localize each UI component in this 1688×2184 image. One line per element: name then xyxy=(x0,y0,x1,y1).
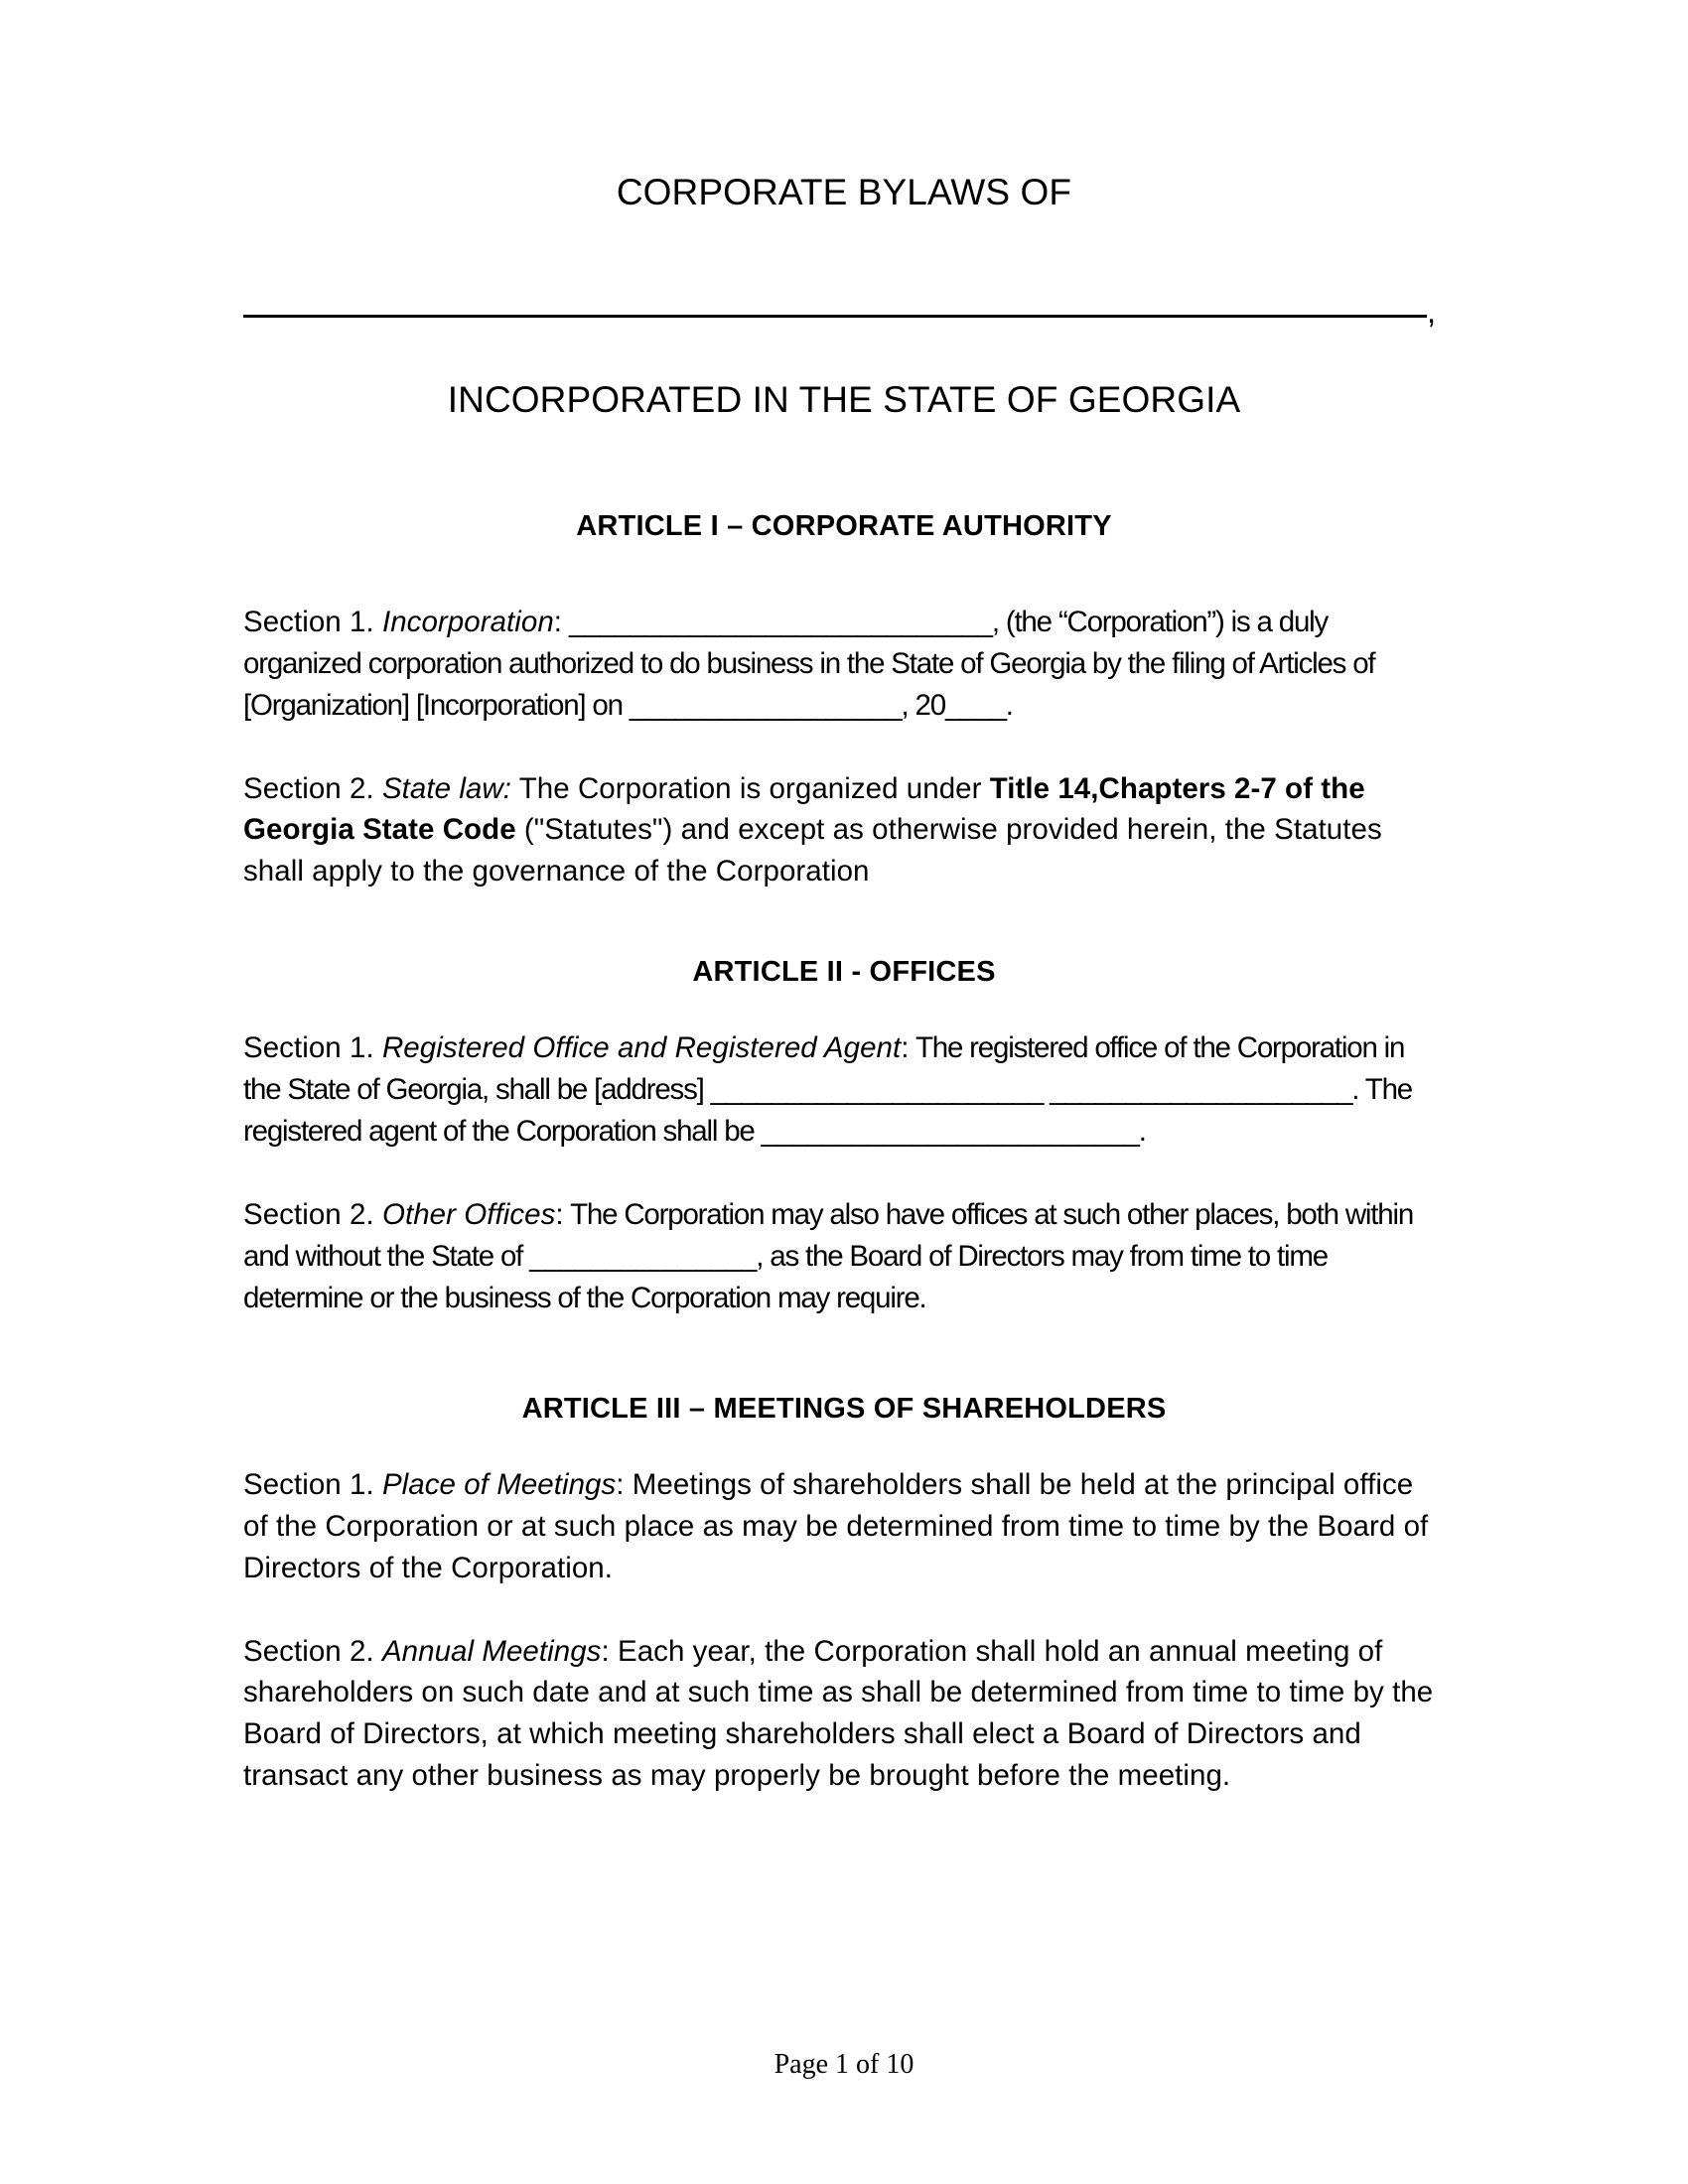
page-title: CORPORATE BYLAWS OF xyxy=(616,172,1072,212)
article-heading-1: ARTICLE I – CORPORATE AUTHORITY xyxy=(576,509,1112,542)
article-heading-3: ARTICLE III – MEETINGS OF SHAREHOLDERS xyxy=(521,1392,1167,1425)
section-title-suffix: : xyxy=(553,605,563,638)
article-1-section-2 xyxy=(243,727,1445,893)
article-3-section-2 xyxy=(243,1589,1445,1798)
section-title: Place of Meetings xyxy=(381,1467,617,1501)
section-body-text-part-2: ("Statutes") and except as otherwise provided herein, the Statutes shall apply to the governance of the Corporation xyxy=(243,813,1382,888)
section-body-text: The registered office of the Corporation in the State of Georgia, shall be [address] ______________________ ____________________. The registered agent of the Corporation shall be _________________________. xyxy=(243,1031,1412,1149)
section-label: Section 2. xyxy=(243,771,374,805)
article-3-section-1 xyxy=(243,1427,1445,1589)
article-2-section-2 xyxy=(243,1153,1445,1319)
company-name-trailing-comma: , xyxy=(1427,293,1436,331)
section-title-suffix: : xyxy=(555,1198,564,1231)
section-body-text: Meetings of shareholders shall be held at the principal office of the Corporation or at such place as may be determined from time to time by the Board of Directors of the Corporation. xyxy=(243,1467,1429,1584)
section-label: Section 1. xyxy=(243,1467,374,1501)
document-body xyxy=(243,0,1445,1797)
section-title: State law: xyxy=(381,771,511,805)
section-title: Other Offices xyxy=(381,1198,556,1231)
section-body-text: The Corporation may also have offices at such other places, both within and without the State of _______________, as the Board of Directors may from time to time determine or the business of the Corporation may require. xyxy=(243,1198,1414,1314)
section-body-text: Each year, the Corporation shall hold an annual meeting of shareholders on such date and at such time as shall be determined from time to time by the Board of Directors, at which meeting shareholders shall elect a Board of Directors and transact any other business as may properly be brought before the meeting. xyxy=(243,1634,1434,1793)
article-1-section-1 xyxy=(243,544,1445,727)
section-title: Registered Office and Registered Agent xyxy=(381,1031,902,1065)
company-name-blank-line xyxy=(243,214,1445,331)
section-title-suffix: : xyxy=(616,1467,625,1501)
section-title-suffix: : xyxy=(601,1634,610,1668)
statute-reference: Title 14,Chapters 2-7 of the Georgia State Code xyxy=(243,771,1365,847)
section-title-suffix: : xyxy=(901,1031,910,1065)
section-label: Section 1. xyxy=(243,1031,374,1065)
page-footer: Page 1 of 10 xyxy=(774,2049,914,2080)
section-title: Incorporation xyxy=(381,605,554,638)
section-label: Section 1. xyxy=(243,605,374,638)
company-name-rule xyxy=(243,315,1427,318)
section-body-text-part-1: The Corporation is organized under xyxy=(511,771,990,805)
subtitle-state-of-incorporation: INCORPORATED IN THE STATE OF GEORGIA xyxy=(447,379,1241,421)
article-heading-2: ARTICLE II - OFFICES xyxy=(692,956,996,989)
article-2-section-1 xyxy=(243,990,1445,1153)
section-body-text: ____________________________, (the “Corporation”) is a duly organized corporation authorized to do business in the State of Georgia by the filing of Articles of [Organization] [Incorporation] on __________________, 20____. xyxy=(243,605,1375,722)
section-label: Section 2. xyxy=(243,1634,374,1668)
section-title: Annual Meetings xyxy=(381,1634,602,1668)
section-label: Section 2. xyxy=(243,1198,374,1231)
